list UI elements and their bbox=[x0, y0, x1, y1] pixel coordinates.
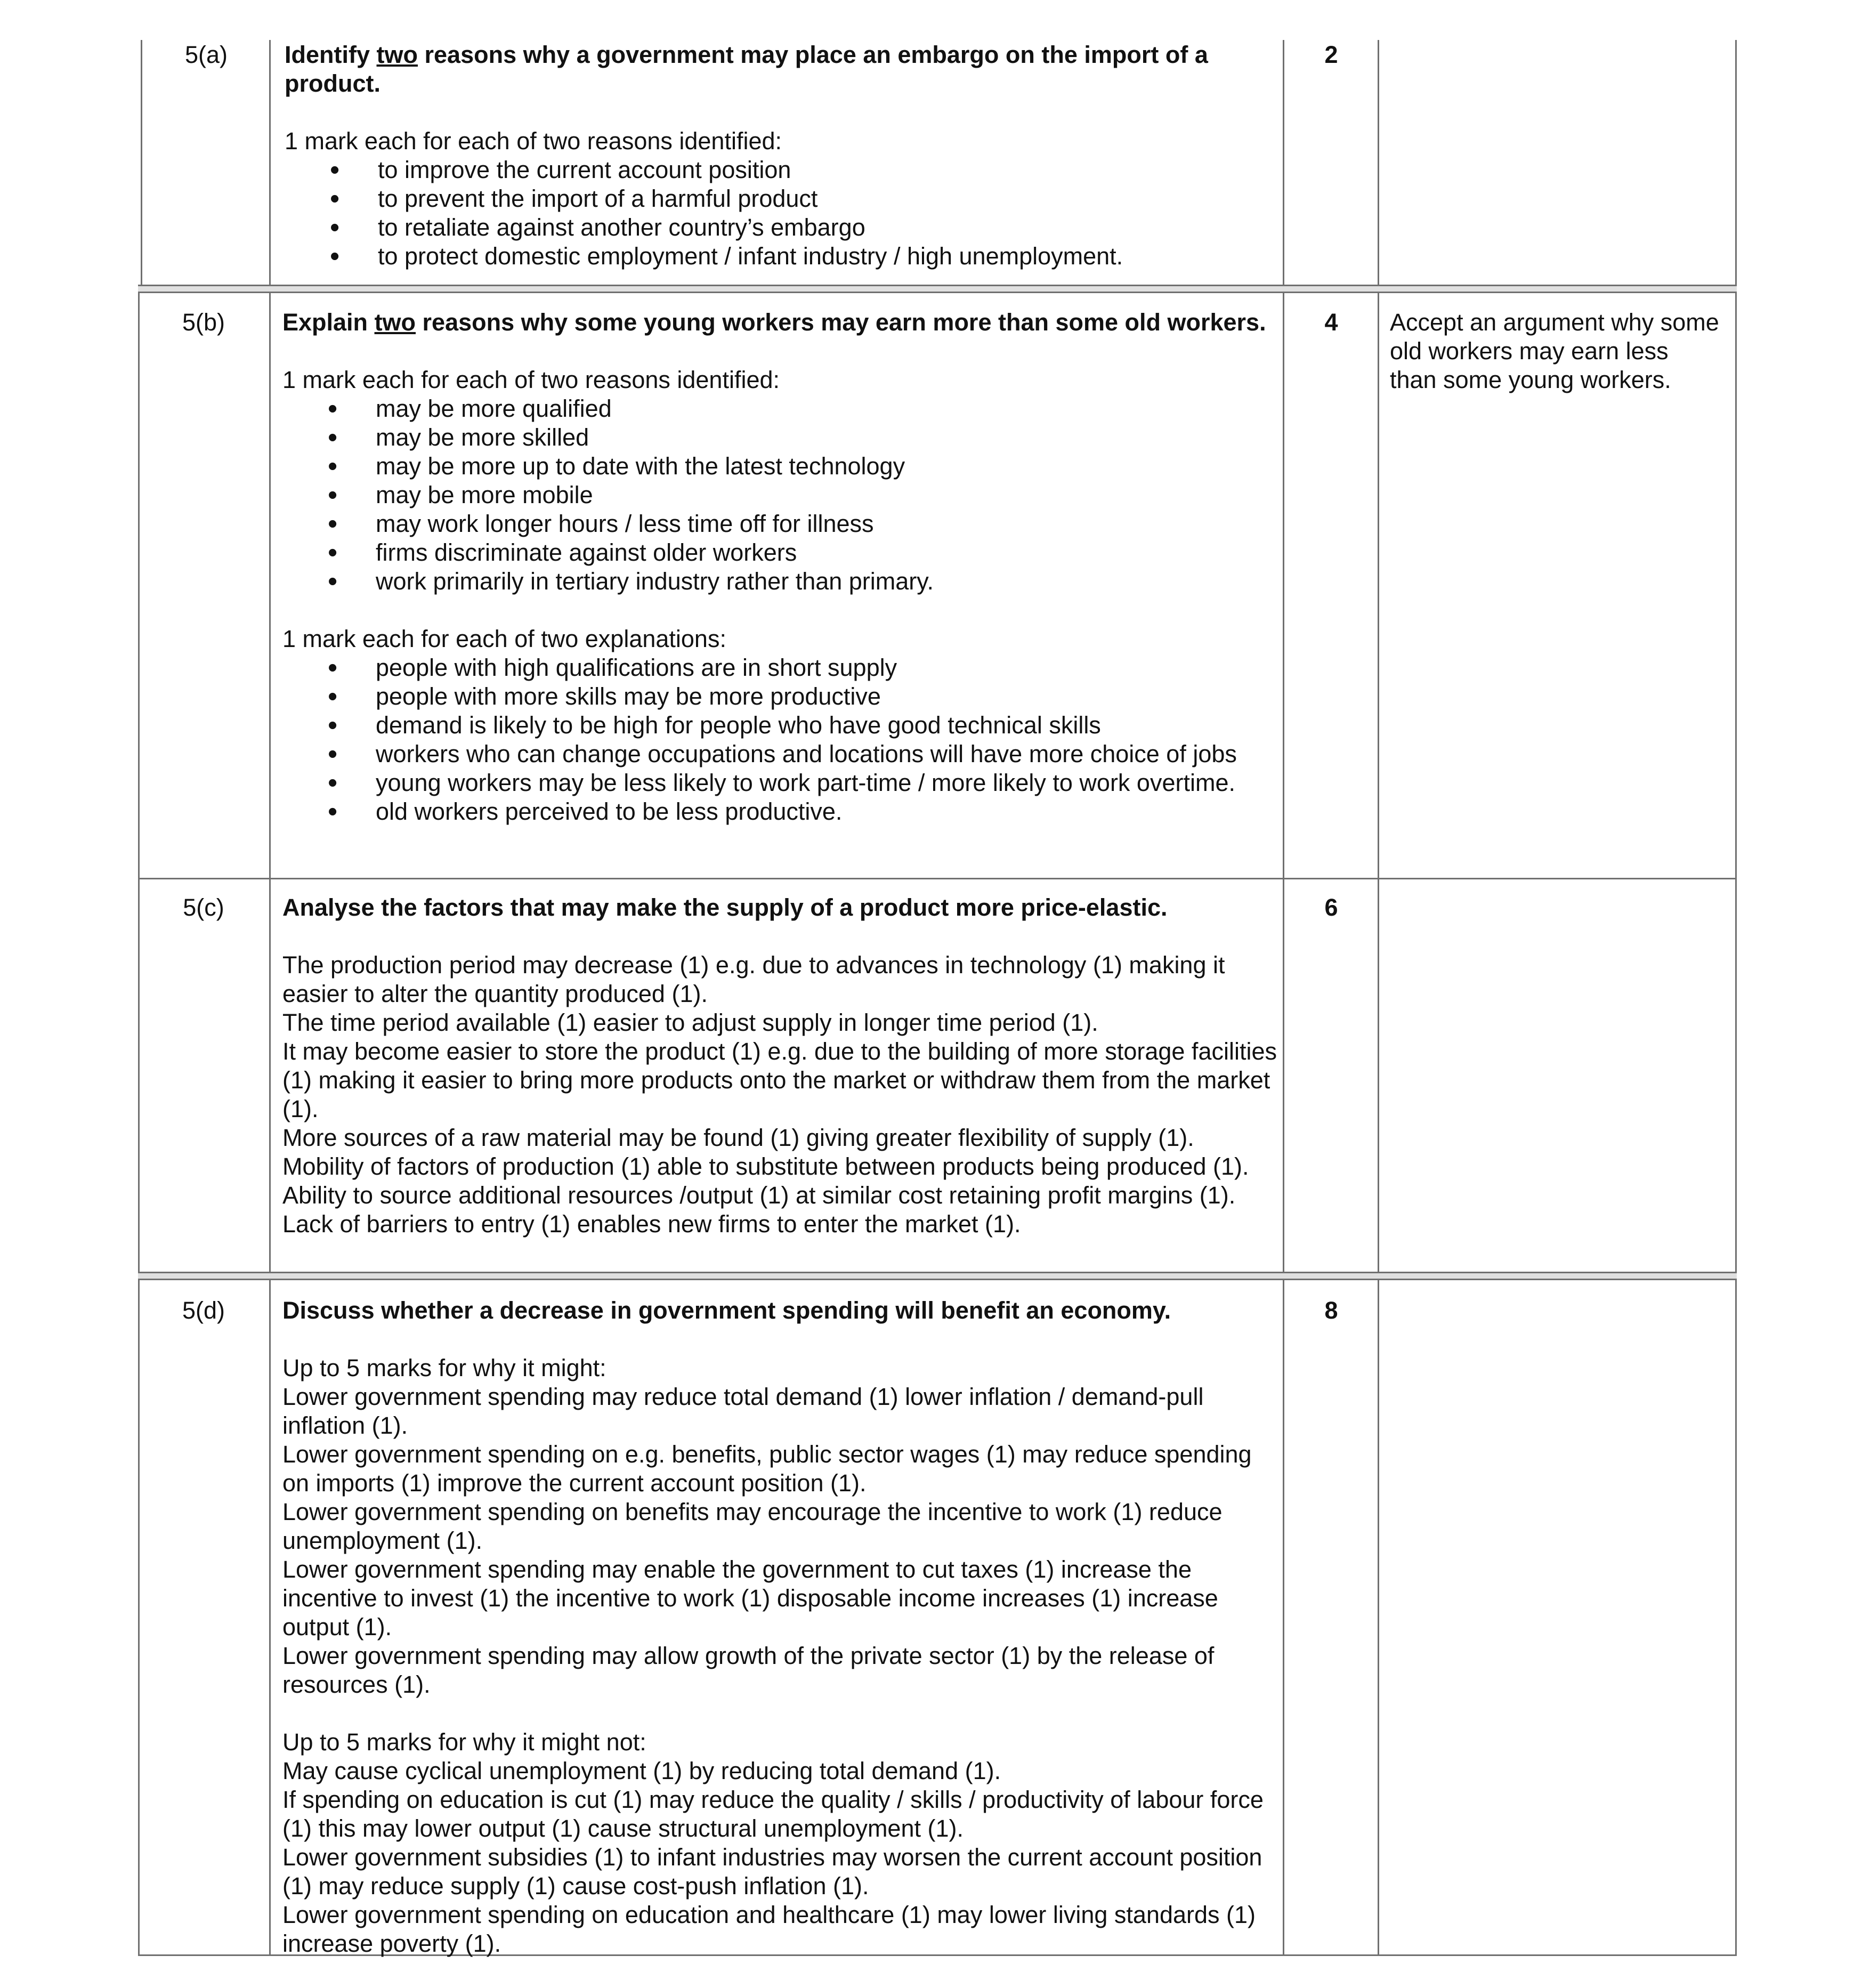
answer-line: Lack of barriers to entry (1) enables new firms to enter the market (1). bbox=[282, 1210, 1021, 1238]
answer-line: Lower government spending on e.g. benefits, public sector wages (1) may reduce spending on imports (1) improve the current account position (1). bbox=[282, 1441, 1252, 1497]
answer-line: Lower government spending on education and healthcare (1) may lower living standards (1) increase poverty (1). bbox=[282, 1901, 1256, 1957]
question-number: 5(c) bbox=[183, 894, 224, 921]
question-number: 5(b) bbox=[182, 309, 225, 336]
table-border-left bbox=[138, 290, 140, 1956]
list-item: • may be more qualified bbox=[328, 394, 1284, 423]
list-item: • old workers perceived to be less productive. bbox=[328, 797, 1284, 826]
answer-line: More sources of a raw material may be found (1) giving greater flexibility of supply (1). bbox=[282, 1124, 1194, 1151]
mark-instruction: 1 mark each for each of two explanations: bbox=[282, 625, 726, 652]
answer-line: Lower government spending may reduce total demand (1) lower inflation / demand-pull inflation (1). bbox=[282, 1383, 1204, 1439]
answer-line: If spending on education is cut (1) may reduce the quality / skills / productivity of labour force (1) this may lower output (1) cause structural unemployment (1). bbox=[282, 1786, 1264, 1842]
row-separator bbox=[138, 1272, 1737, 1280]
answer-line: Ability to source additional resources /output (1) at similar cost retaining profit margins (1). bbox=[282, 1182, 1236, 1209]
question-number: 5(d) bbox=[182, 1297, 225, 1324]
marks-value: 2 bbox=[1324, 41, 1338, 68]
marks-value: 8 bbox=[1324, 1297, 1338, 1324]
guidance-note: Accept an argument why some old workers may earn less than some young workers. bbox=[1390, 309, 1719, 393]
bullet-list bbox=[282, 394, 1284, 596]
list-item: • may be more skilled bbox=[328, 423, 1284, 452]
question-text: Explain two reasons why some young workers may earn more than some old workers. bbox=[282, 309, 1266, 336]
list-item: • to improve the current account position bbox=[330, 156, 1286, 184]
list-item: • may work longer hours / less time off for illness bbox=[328, 510, 1284, 538]
row-separator bbox=[138, 285, 1737, 293]
table-border-left bbox=[141, 40, 142, 285]
answer-cell bbox=[282, 893, 1284, 1239]
question-text: Discuss whether a decrease in government spending will benefit an economy. bbox=[282, 1297, 1171, 1324]
list-item: • young workers may be less likely to work part-time / more likely to work overtime. bbox=[328, 769, 1284, 797]
answer-cell bbox=[282, 308, 1284, 826]
mark-instruction: 1 mark each for each of two reasons identified: bbox=[285, 127, 782, 155]
list-item: • firms discriminate against older workers bbox=[328, 538, 1284, 567]
question-text: Analyse the factors that may make the supply of a product more price-elastic. bbox=[282, 894, 1168, 921]
list-item: • may be more mobile bbox=[328, 481, 1284, 510]
mark-instruction: Up to 5 marks for why it might: bbox=[282, 1354, 606, 1381]
bullet-list bbox=[285, 156, 1286, 271]
answer-line: The production period may decrease (1) e.g. due to advances in technology (1) making it easier to alter the quantity produced (1). bbox=[282, 951, 1225, 1007]
table-border-right bbox=[1735, 40, 1737, 1956]
marks-value: 6 bbox=[1324, 894, 1338, 921]
list-item: • to protect domestic employment / infant industry / high unemployment. bbox=[330, 242, 1286, 271]
question-text: Identify two reasons why a government may place an embargo on the import of a product. bbox=[285, 41, 1208, 97]
list-item: • to prevent the import of a harmful product bbox=[330, 184, 1286, 213]
list-item: • workers who can change occupations and locations will have more choice of jobs bbox=[328, 740, 1284, 769]
answer-line: The time period available (1) easier to adjust supply in longer time period (1). bbox=[282, 1009, 1098, 1036]
answer-line: Lower government subsidies (1) to infant industries may worsen the current account position (1) may reduce supply (1) cause cost-push inflation (1). bbox=[282, 1844, 1262, 1900]
mark-instruction: 1 mark each for each of two reasons identified: bbox=[282, 366, 780, 393]
answer-line: Lower government spending on benefits may encourage the incentive to work (1) reduce unemployment (1). bbox=[282, 1498, 1223, 1554]
answer-cell bbox=[282, 1296, 1284, 1958]
list-item: • to retaliate against another country’s embargo bbox=[330, 213, 1286, 242]
answer-line: Mobility of factors of production (1) able to substitute between products being produced (1). bbox=[282, 1153, 1249, 1180]
answer-cell bbox=[285, 41, 1286, 271]
list-item: • demand is likely to be high for people who have good technical skills bbox=[328, 711, 1284, 740]
list-item: • people with more skills may be more productive bbox=[328, 682, 1284, 711]
answer-line: May cause cyclical unemployment (1) by reducing total demand (1). bbox=[282, 1757, 1001, 1784]
mark-instruction: Up to 5 marks for why it might not: bbox=[282, 1728, 646, 1756]
marks-value: 4 bbox=[1324, 309, 1338, 336]
list-item: • work primarily in tertiary industry rather than primary. bbox=[328, 567, 1284, 596]
column-divider bbox=[269, 40, 271, 1956]
answer-line: Lower government spending may allow growth of the private sector (1) by the release of resources (1). bbox=[282, 1642, 1215, 1698]
answer-line: It may become easier to store the product (1) e.g. due to the building of more storage facilities (1) making it easier to bring more products onto the market or withdraw them from the market (1). bbox=[282, 1038, 1277, 1122]
list-item: • people with high qualifications are in short supply bbox=[328, 653, 1284, 682]
bullet-list bbox=[282, 653, 1284, 826]
question-number: 5(a) bbox=[184, 41, 228, 68]
answer-line: Lower government spending may enable the government to cut taxes (1) increase the incentive to invest (1) the incentive to work (1) disposable income increases (1) increase output (1). bbox=[282, 1556, 1218, 1640]
row-separator bbox=[138, 878, 1737, 879]
list-item: • may be more up to date with the latest technology bbox=[328, 452, 1284, 481]
